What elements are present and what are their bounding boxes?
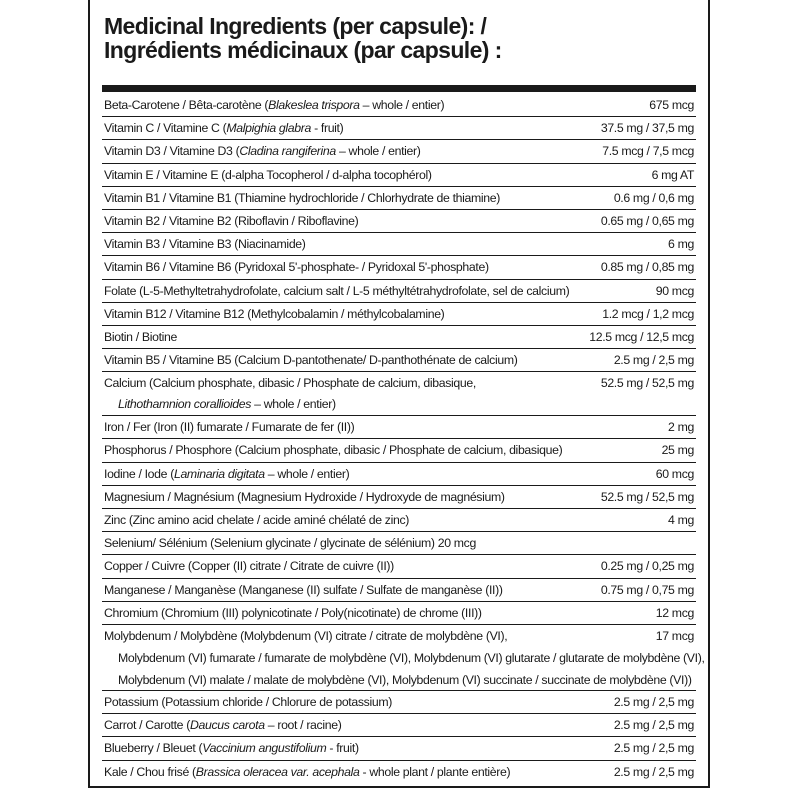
ingredient-row-vitamin-b2	[102, 210, 696, 233]
ingredient-name: Beta-Carotene / Bêta-carotène (Blakeslea trispora – whole / entier)	[104, 98, 445, 112]
ingredient-name: Vitamin B2 / Vitamine B2 (Riboflavin / Riboflavine)	[104, 213, 359, 228]
ingredient-name: Vitamin E / Vitamine E (d-alpha Tocopherol / d-alpha tocophérol)	[104, 167, 432, 182]
ingredient-row-vitamin-b6	[102, 256, 696, 279]
ingredient-amount: 0.25 mg / 0,25 mg	[600, 559, 694, 574]
ingredient-table	[102, 94, 705, 784]
ingredient-amount: 6 mg AT	[651, 167, 694, 182]
ingredient-name: Molybdenum / Molybdène (Molybdenum (VI) citrate / citrate de molybdène (VI), Molybdenum (VI) fumarate / fumarate de molybdène (VI), Molybdenum (VI) glutarate / glutarate de molybdène (VI), Molybdenum (VI) malate / malate de molybdène (VI), Molybdenum (VI) succinate / succinate de molybdène (VI))	[104, 628, 705, 687]
ingredient-amount: 4 mg	[668, 513, 694, 527]
ingredient-amount: 0.6 mg / 0,6 mg	[613, 190, 694, 205]
ingredient-row-iodine	[102, 463, 696, 486]
ingredient-name: Magnesium / Magnésium (Magnesium Hydroxide / Hydroxyde de magnésium)	[104, 489, 505, 504]
ingredient-amount: 37.5 mg / 37,5 mg	[600, 121, 694, 136]
ingredient-amount: 2 mg	[668, 420, 694, 435]
ingredient-name: Potassium (Potassium chloride / Chlorure de potassium)	[104, 694, 392, 709]
ingredient-amount: 2.5 mg / 2,5 mg	[613, 694, 694, 709]
ingredient-name: Vitamin B5 / Vitamine B5 (Calcium D-pantothenate/ D-panthothénate de calcium)	[104, 353, 518, 368]
ingredient-name: Zinc (Zinc amino acid chelate / acide aminé chélaté de zinc)	[104, 513, 410, 527]
ingredient-row-vitamin-d3	[102, 140, 696, 163]
ingredient-amount: 1.2 mcg / 1,2 mcg	[602, 306, 694, 321]
ingredient-row-vitamin-b1	[102, 187, 696, 210]
ingredient-amount: 12.5 mcg / 12,5 mcg	[589, 329, 694, 344]
ingredient-name: Iodine / Iode (Laminaria digitata – whole / entier)	[104, 466, 350, 481]
ingredient-row-chromium	[102, 602, 696, 625]
ingredient-amount: 25 mg	[661, 443, 694, 458]
ingredient-amount: 0.85 mg / 0,85 mg	[600, 260, 694, 275]
ingredient-amount: 2.5 mg / 2,5 mg	[613, 718, 694, 733]
ingredient-name: Blueberry / Bleuet (Vaccinium angustifolium - fruit)	[104, 741, 359, 756]
ingredient-row-vitamin-e	[102, 164, 696, 187]
ingredient-row-biotin	[102, 326, 696, 349]
ingredient-row-vitamin-b3	[102, 233, 696, 256]
ingredient-name: Phosphorus / Phosphore (Calcium phosphate, dibasic / Phosphate de calcium, dibasique)	[104, 443, 563, 458]
ingredient-amount: 17 mcg	[655, 628, 694, 643]
ingredient-amount: 7.5 mcg / 7,5 mcg	[602, 144, 694, 159]
ingredient-row-vitamin-c	[102, 117, 696, 140]
ingredient-row-carrot	[102, 714, 696, 737]
ingredient-name: Vitamin C / Vitamine C (Malpighia glabra - fruit)	[104, 121, 344, 136]
ingredient-amount: 0.65 mg / 0,65 mg	[600, 213, 694, 228]
ingredient-name: Selenium/ Sélénium (Selenium glycinate / glycinate de sélénium) 20 mcg	[104, 536, 476, 551]
ingredient-name: Chromium (Chromium (III) polynicotinate / Poly(nicotinate) de chrome (III))	[104, 605, 482, 620]
ingredient-row-iron	[102, 416, 696, 439]
ingredient-amount: 2.5 mg / 2,5 mg	[613, 764, 694, 779]
supplement-facts-panel	[88, 0, 710, 788]
ingredient-row-zinc	[102, 509, 696, 532]
ingredient-amount: 90 mcg	[655, 283, 694, 298]
ingredient-name: Vitamin B6 / Vitamine B6 (Pyridoxal 5'-phosphate- / Pyridoxal 5'-phosphate)	[104, 260, 489, 275]
ingredient-row-selenium	[102, 532, 696, 555]
title-line-french: Ingrédients médicinaux (par capsule) :	[104, 37, 502, 63]
ingredient-row-vitamin-b12	[102, 303, 696, 326]
thick-divider	[102, 85, 696, 92]
ingredient-amount: 52.5 mg / 52,5 mg	[600, 376, 694, 391]
ingredient-row-blueberry	[102, 737, 696, 760]
ingredient-amount: 60 mcg	[655, 466, 694, 481]
ingredient-row-beta-carotene	[102, 94, 696, 117]
ingredient-row-phosphorus	[102, 439, 696, 462]
ingredient-row-potassium	[102, 691, 696, 714]
ingredient-name: Folate (L-5-Methyltetrahydrofolate, calcium salt / L-5 méthyltétrahydrofolate, sel de calcium)	[104, 283, 570, 298]
ingredient-name: Calcium (Calcium phosphate, dibasic / Phosphate de calcium, dibasique, Lithothamnion corallioides – whole / entier)	[104, 376, 476, 412]
panel-title	[104, 14, 502, 62]
title-line-english: Medicinal Ingredients (per capsule): /	[104, 13, 487, 39]
ingredient-row-magnesium	[102, 486, 696, 509]
ingredient-row-kale	[102, 761, 696, 784]
ingredient-name: Carrot / Carotte (Daucus carota – root / racine)	[104, 718, 342, 733]
ingredient-row-vitamin-b5	[102, 349, 696, 372]
ingredient-amount: 2.5 mg / 2,5 mg	[613, 353, 694, 368]
ingredient-name: Vitamin D3 / Vitamine D3 (Cladina rangiferina – whole / entier)	[104, 144, 421, 159]
ingredient-amount: 675 mcg	[649, 98, 694, 112]
ingredient-name: Kale / Chou frisé (Brassica oleracea var. acephala - whole plant / plante entière)	[104, 764, 511, 779]
ingredient-amount: 12 mcg	[655, 605, 694, 620]
ingredient-name: Iron / Fer (Iron (II) fumarate / Fumarate de fer (II))	[104, 420, 355, 435]
ingredient-name: Copper / Cuivre (Copper (II) citrate / Citrate de cuivre (II))	[104, 559, 394, 574]
ingredient-row-folate	[102, 280, 696, 303]
ingredient-row-molybdenum	[102, 625, 705, 691]
ingredient-name: Vitamin B3 / Vitamine B3 (Niacinamide)	[104, 237, 306, 252]
ingredient-name: Manganese / Manganèse (Manganese (II) sulfate / Sulfate de manganèse (II))	[104, 582, 503, 597]
ingredient-amount: 0.75 mg / 0,75 mg	[600, 582, 694, 597]
ingredient-row-calcium	[102, 372, 696, 416]
ingredient-amount: 52.5 mg / 52,5 mg	[600, 489, 694, 504]
ingredient-row-manganese	[102, 579, 696, 602]
ingredient-name: Vitamin B1 / Vitamine B1 (Thiamine hydrochloride / Chlorhydrate de thiamine)	[104, 190, 501, 205]
ingredient-amount: 2.5 mg / 2,5 mg	[613, 741, 694, 756]
ingredient-name: Biotin / Biotine	[104, 329, 178, 344]
ingredient-name: Vitamin B12 / Vitamine B12 (Methylcobalamin / méthylcobalamine)	[104, 306, 445, 321]
ingredient-row-copper	[102, 555, 696, 578]
ingredient-amount: 6 mg	[668, 237, 694, 252]
